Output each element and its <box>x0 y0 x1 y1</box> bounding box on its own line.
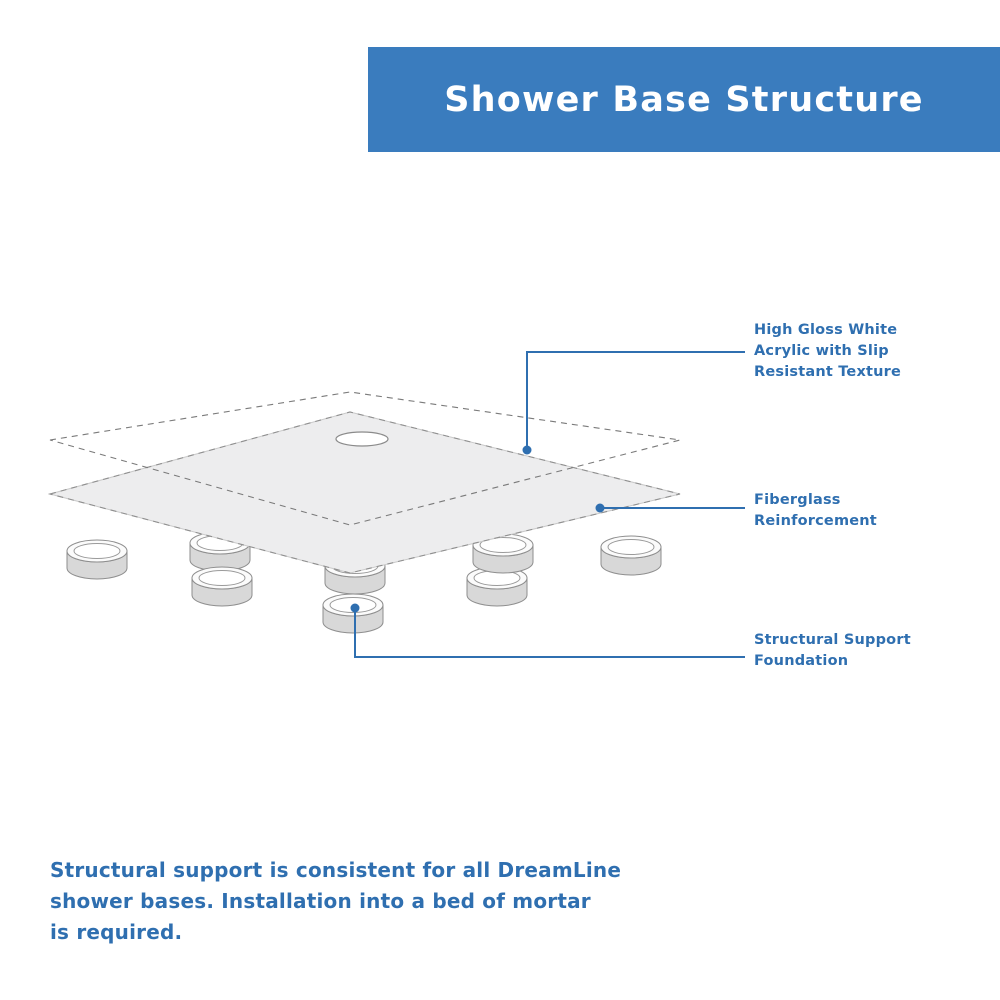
callout-fiberglass-line-2: Reinforcement <box>754 513 877 530</box>
support-ring <box>473 534 533 573</box>
leader-dot-support <box>351 604 360 613</box>
support-ring <box>192 567 252 606</box>
footer-note-line-2: shower bases. Installation into a bed of mortar <box>50 889 591 913</box>
callout-acrylic <box>754 320 964 383</box>
support-ring <box>323 594 383 633</box>
callout-support-line-1: Structural Support <box>754 632 911 648</box>
callout-fiberglass <box>754 490 964 532</box>
drain-opening <box>336 432 388 446</box>
callout-fiberglass-line-1: Fiberglass <box>754 492 841 508</box>
leader-dot-acrylic <box>523 446 532 455</box>
fiberglass-layer <box>50 412 680 573</box>
callout-support-line-2: Foundation <box>754 653 849 670</box>
footer-note-line-1: Structural support is consistent for all DreamLine <box>50 858 622 882</box>
support-ring <box>67 540 127 579</box>
callout-acrylic-line-2: Acrylic with Slip <box>754 343 889 360</box>
support-ring <box>325 555 385 594</box>
leader-support <box>355 608 745 657</box>
callout-acrylic-line-3: Resistant Texture <box>754 364 902 381</box>
callout-acrylic-line-1: High Gloss White <box>754 322 898 338</box>
acrylic-top-layer <box>50 392 680 525</box>
leader-acrylic <box>527 352 745 450</box>
footer-note-line-3: is required. <box>50 920 183 944</box>
header-banner <box>368 47 1000 152</box>
support-ring <box>467 567 527 606</box>
callout-support <box>754 630 964 672</box>
footer-note <box>50 855 690 948</box>
support-ring <box>190 532 250 571</box>
support-ring <box>601 536 661 575</box>
page-title: Shower Base Structure <box>444 79 924 120</box>
leader-dot-fiberglass <box>596 504 605 513</box>
support-rings-group <box>67 532 661 633</box>
leader-lines <box>351 352 746 657</box>
